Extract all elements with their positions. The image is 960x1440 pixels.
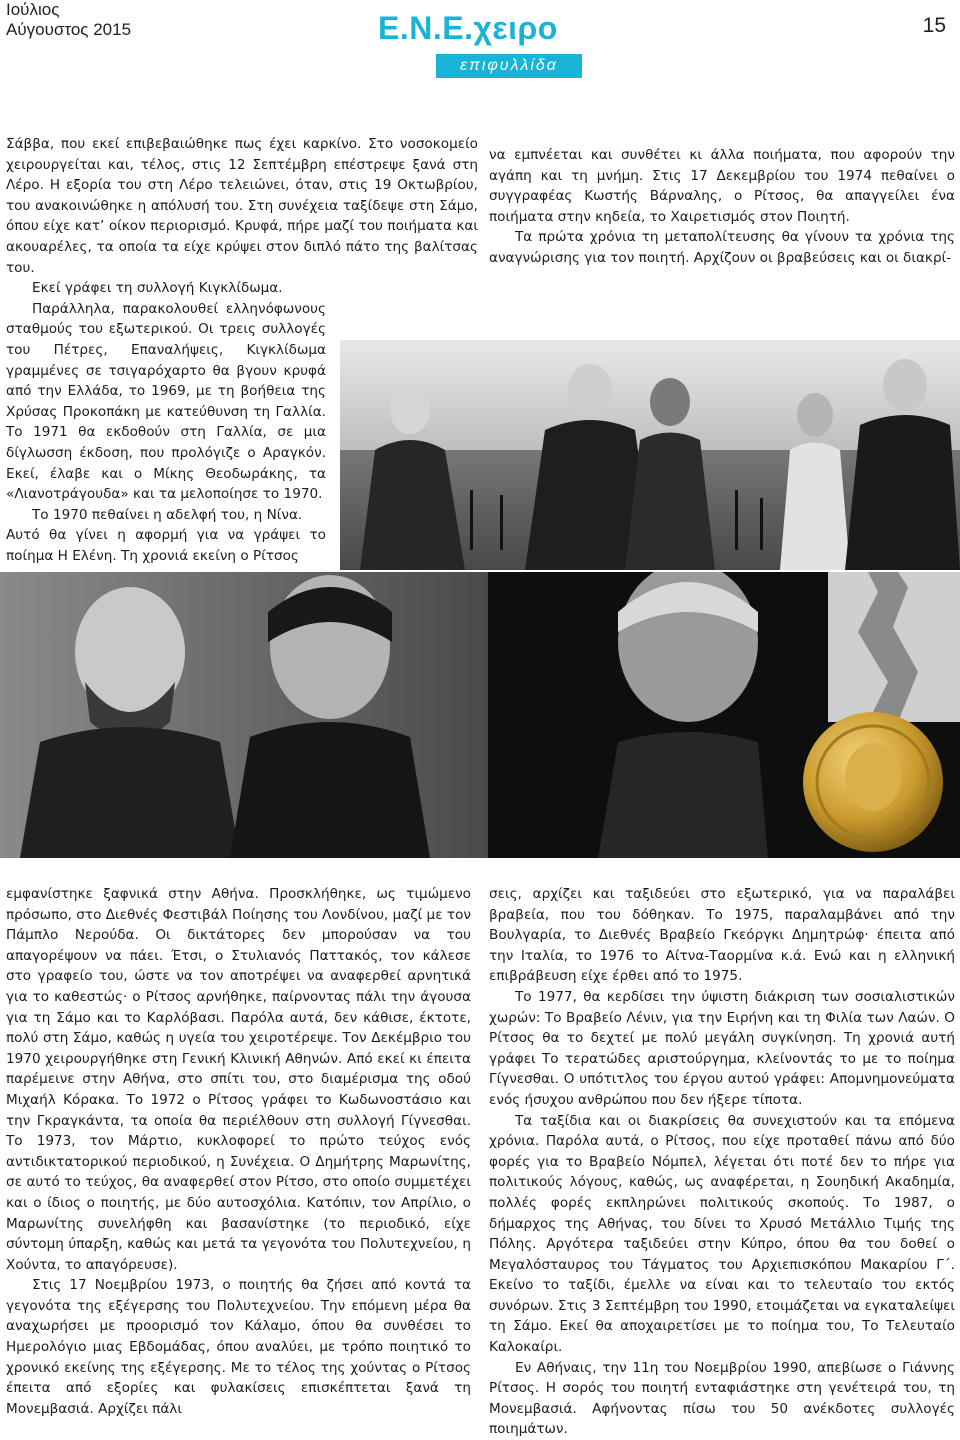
paragraph: να εμπνέεται και συνθέτει κι άλλα ποιήματα, που αφορούν την αγάπη και τη μνήμη. Στις 17 Δεκεμβρίου του 1974 πεθαίνει ο συγγραφέας Κωστής Βάρναλης, ο Ρίτσος, θα απαγγείλει ένα ποιήματα στην κηδεία, το Χαιρετισμός στον Ποιητή. (489, 147, 955, 225)
paragraph: Τα ταξίδια και οι διακρίσεις θα συνεχιστούν και τα επόμενα χρόνια. Παρόλα αυτά, ο Ρίτσος, που είχε προταθεί πάνω από δύο φορές για το Βραβείο Νόμπελ, λέγεται ότι ποτέ δεν το πήρε για πολιτικούς λόγους, καθώς, ως αναφέρεται, η Σουηδική Ακαδημία, πολλές φορές εκπληρώνει πολιτικούς σκοπούς. Το 1987, ο δήμαρχος της Αθήνας, του δίνει το Χρυσό Μετάλλιο Τιμής της Πόλης. Αργότερα ταξιδεύει στην Κύπρο, όπου θα του δοθεί ο Μεγαλόσταυρος του Τάγματος του Αρχιεπισκόπου Μακαρίου Γ΄. Εκείνο το ταξίδι, έμελλε να είναι και το τελευταίο του εκτός συνόρων. Στις 3 Σεπτέμβρη του 1990, ετοιμάζεται να εγκαταλείψει τη Σάμο. Εκεί θα αποχαιρετίσει με το ποίημα του, Το Τελευταίο Καλοκαίρι. (489, 1112, 955, 1356)
paragraph: Αυτό θα γίνει η αφορμή για να γράψει το ποίημα Η Ελένη. Τη χρονιά εκείνη ο Ρίτσος (6, 527, 326, 564)
page-number: 15 (922, 14, 946, 37)
paragraph: Παράλληλα, παρακολουθεί ελληνόφωνους σταθμούς του εξωτερικού. Οι τρεις συλλογές του Πέτρες, Επαναλήψεις, Κιγκλίδωμα γραμμένες σε τσιγαρόχαρτο θα βγουν κρυφά από την Ελλάδα, το 1969, με τη βοήθεια της Χρύσας Προκοπάκη με κατεύθυνση τη Γαλλία. Το 1971 θα εκδοθούν στη Γαλλία, σε μια δίγλωσση έκδοση, που προλόγιζε ο Αραγκόν. Εκεί, έλαβε και ο Μίκης Θεοδωράκης, τα «Λιανοτράγουδα» και τα μελοποίησε το 1970. (6, 300, 326, 503)
paragraph: Τα πρώτα χρόνια τη μεταπολίτευσης θα γίνουν τα χρόνια της αναγνώρισης για τον ποιητή. Αρχίζουν οι βραβεύσεις και οι διακρί- (489, 229, 955, 266)
paragraph: εμφανίστηκε ξαφνικά στην Αθήνα. Προσκλήθηκε, ως τιμώμενο πρόσωπο, στο Διεθνές Φεστιβάλ Ποίησης του Λονδίνου, μαζί με τον Πάμπλο Νερούδα. Οι δικτάτορες δεν μπορούσαν να του απαγορέψουν να πάει. Έτσι, ο Στυλιανός Παττακός, τον κάλεσε στο γραφείο του, ώστε να τον αποτρέψει να αναφερθεί αρνητικά για το καθεστώς· ο Ρίτσος αρνήθηκε, παίρνοντας πάλι την άγουσα για τη Σάμο και το Καρλόβασι. Παρόλα αυτά, δεν κάθισε, έκτοτε, πολύ στη Σάμο, καθώς η υγεία του χειροτέρεψε. Τον Δεκέμβριο του 1970 χειρουργήθηκε στη Γενική Κλινική Αθηνών. Από εκεί κι έπειτα παρέμεινε στην Αθήνα, στο σπίτι του, στο διαμέρισμα της οδού Μιχαήλ Κόρακα. Το 1972 ο Ρίτσος γράφει το Κωδωνοστάσιο και την Γκραγκάντα, τα οποία θα περιέλθουν στη συλλογή Γίγνεσθαι. Το 1973, τον Μάρτιο, κυκλοφορεί το πρώτο τεύχος ενός αντιδικτατορικού περιοδικού, η Συνέχεια. Ο Δημήτρης Μαρωνίτης, σε αυτό το τεύχος, θα αναφερθεί στον Ρίτσο, στο οποίο συμμετέχει και ο ίδιος ο ποιητής, με δύο αυτοσχόλια. Κατόπιν, τον Απρίλιο, ο Μαρωνίτης συνελήφθη και βασανίστηκε (το περιοδικό, είχε σύντομη ύπαρξη, καθώς και μετά τα γεγονότα του Πολυτεχνείου, η Χούντα, το απαγόρευσε). (6, 886, 471, 1273)
text-column-bottom-left (6, 884, 471, 1419)
paragraph: Στις 17 Νοεμβρίου 1973, ο ποιητής θα ζήσει από κοντά τα γεγονότα της εξέγερσης του Πολυτεχνείου. Την επόμενη μέρα θα αναχωρήσει με προορισμό τον Κάλαμο, όπου θα συνθέσει το Ημερολόγιο μιας Εβδομάδας, όπου αναλύει, με τρόπο ποιητικό το χρονικό εκείνης της εξέγερσης. Με το τέλος της χούντας ο Ρίτσος έπειτα από εξορίες και φυλακίσεις επισκέπτεται ξανά τη Μονεμβασιά. Αρχίζει πάλι (6, 1277, 471, 1417)
logo-subtitle: επιφυλλίδα (460, 57, 558, 74)
text-column-bottom-right (489, 884, 955, 1440)
ritsos-portrait-medal-photo (488, 572, 960, 858)
ritsos-theodorakis-photo (0, 572, 488, 858)
award-ceremony-photo (340, 340, 960, 570)
newsletter-logo (374, 10, 584, 90)
paragraph: Το 1977, θα κερδίσει την ύψιστη διάκριση των σοσιαλιστικών χωρών: Το Βραβείο Λένιν, για την Ειρήνη και τη Φιλία των Λαών. Ο Ρίτσος θα το δεχτεί με πολύ μεγάλη συγκίνηση. Τη χρονιά αυτή γράφει Το τερατώδες αριστούργημα, κλείνοντάς το με το ποίημα Γίγνεσθαι. Ο υπότιτλος του έργου αυτού γράφει: Απομνημονεύματα ενός ήσυχου ανθρώπου που δεν ήξερε τίποτα. (489, 988, 955, 1108)
issue-month: Ιούλιος (6, 0, 60, 19)
paragraph: Το 1970 πεθαίνει η αδελφή του, η Νίνα. (32, 506, 303, 523)
issue-date (6, 0, 131, 40)
paragraph: Εκεί γράφει τη συλλογή Κιγκλίδωμα. (32, 280, 283, 297)
issue-month-year: Αύγουστος 2015 (6, 20, 132, 39)
paragraph: Σάββα, που εκεί επιβεβαιώθηκε πως έχει καρκίνο. Στο νοσοκομείο χειρουργείται και, τέλος, στις 12 Σεπτέμβρη επέστρεψε ξανά στη Λέρο. Η εξορία του στη Λέρο τελειώνει, όταν, στις 19 Οκτωβρίου, του ανακοινώθηκε η απόλυσή του. Στη συνέχεια ταξίδεψε στη Σάμο, όπου είχε κατ’ οίκον περιορισμό. Κρυφά, πήρε μαζί του ποιήματα και ακουαρέλες, τα οποία τα είχε κρύψει στον διπλό πάτο της βαλίτσας του. (6, 136, 478, 276)
paragraph: Εν Αθήναις, την 11η του Νοεμβρίου 1990, απεβίωσε ο Γιάννης Ρίτσος. Η σορός του ποιητή ενταφιάστηκε στη γενέτειρά του, τη Μονεμβασιά. Αφήνοντας πίσω του 50 ανέκδοτες συλλογές ποιημάτων. (489, 1359, 955, 1438)
text-column-top-right (489, 145, 955, 269)
logo-title: Ε.Ν.Ε.χειρο (378, 10, 558, 46)
paragraph: σεις, αρχίζει και ταξιδεύει στο εξωτερικό, για να παραλάβει βραβεία, που του δόθηκαν. Το 1975, παραλαμβάνει από την Βουλγαρία, το Διεθνές Βραβείο Γκεόργκι Δημητρώφ· έπειτα από την Ιταλία, το 1976 το Αίτνα-Ταορμίνα κ.ά. Ενώ και η ελληνική επιβράβευση είχε έρθει από το 1975. (489, 886, 955, 985)
